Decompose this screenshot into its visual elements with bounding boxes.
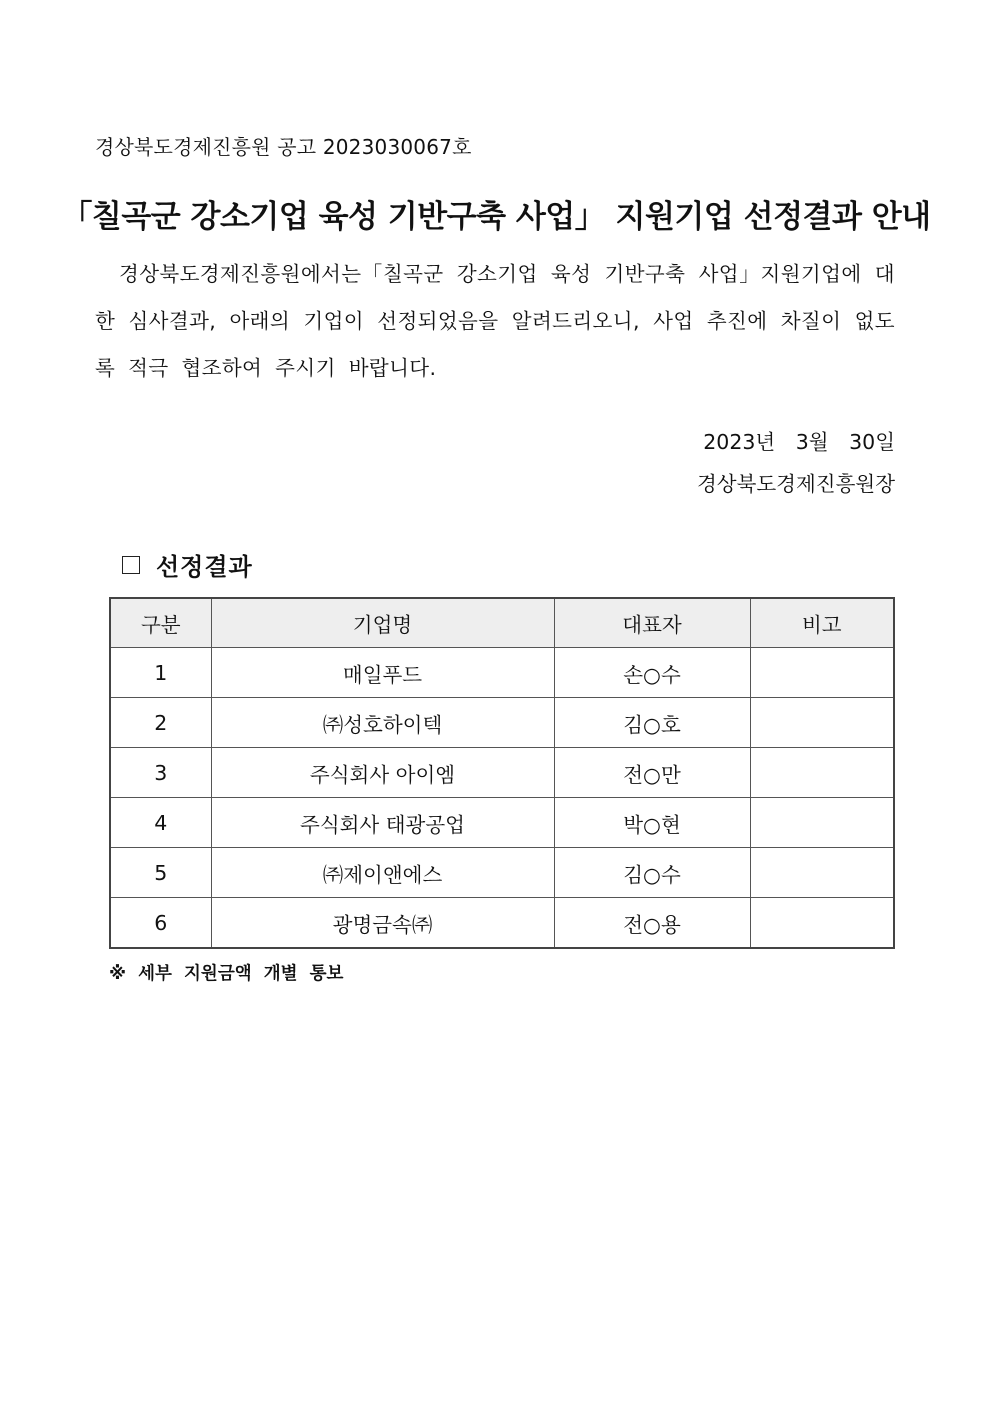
row-number: 1	[110, 648, 211, 698]
table-header-row	[110, 598, 894, 648]
remarks	[750, 698, 894, 748]
company-name: 주식회사 아이엠	[211, 748, 554, 798]
table-row	[110, 748, 894, 798]
table-row	[110, 848, 894, 898]
representative: 전○용	[554, 898, 750, 949]
representative: 김○호	[554, 698, 750, 748]
header-category: 구분	[110, 598, 211, 648]
remarks	[750, 748, 894, 798]
notice-number: 경상북도경제진흥원 공고 2023030067호	[95, 135, 472, 159]
company-name: ㈜제이앤에스	[211, 848, 554, 898]
representative: 전○만	[554, 748, 750, 798]
issue-date: 2023년 3월 30일	[703, 430, 895, 454]
selection-result-table	[109, 597, 895, 949]
header-representative: 대표자	[554, 598, 750, 648]
row-number: 4	[110, 798, 211, 848]
table-row	[110, 898, 894, 949]
table-row	[110, 698, 894, 748]
table-row	[110, 648, 894, 698]
remarks	[750, 648, 894, 698]
table-row	[110, 798, 894, 848]
company-name: 광명금속㈜	[211, 898, 554, 949]
row-number: 6	[110, 898, 211, 949]
remarks	[750, 798, 894, 848]
representative: 박○현	[554, 798, 750, 848]
row-number: 2	[110, 698, 211, 748]
footnote: ※ 세부 지원금액 개별 통보	[109, 964, 344, 984]
section-heading	[122, 547, 253, 582]
issuer-name: 경상북도경제진흥원장	[696, 472, 895, 496]
representative: 김○수	[554, 848, 750, 898]
row-number: 5	[110, 848, 211, 898]
company-name: 주식회사 태광공업	[211, 798, 554, 848]
company-name: 매일푸드	[211, 648, 554, 698]
document-title: 「칠곡군 강소기업 육성 기반구축 사업」 지원기업 선정결과 안내	[61, 199, 931, 235]
remarks	[750, 848, 894, 898]
section-title: 선정결과	[156, 553, 253, 581]
remarks	[750, 898, 894, 949]
row-number: 3	[110, 748, 211, 798]
checkbox-icon	[122, 556, 140, 574]
representative: 손○수	[554, 648, 750, 698]
header-remarks: 비고	[750, 598, 894, 648]
company-name: ㈜성호하이텍	[211, 698, 554, 748]
header-company-name: 기업명	[211, 598, 554, 648]
body-paragraph: 경상북도경제진흥원에서는「칠곡군 강소기업 육성 기반구축 사업」지원기업에 대한 심사결과, 아래의 기업이 선정되었음을 알려드리오니, 사업 추진에 차질이 없도록 적극 협조하여 주시기 바랍니다.	[95, 262, 895, 380]
